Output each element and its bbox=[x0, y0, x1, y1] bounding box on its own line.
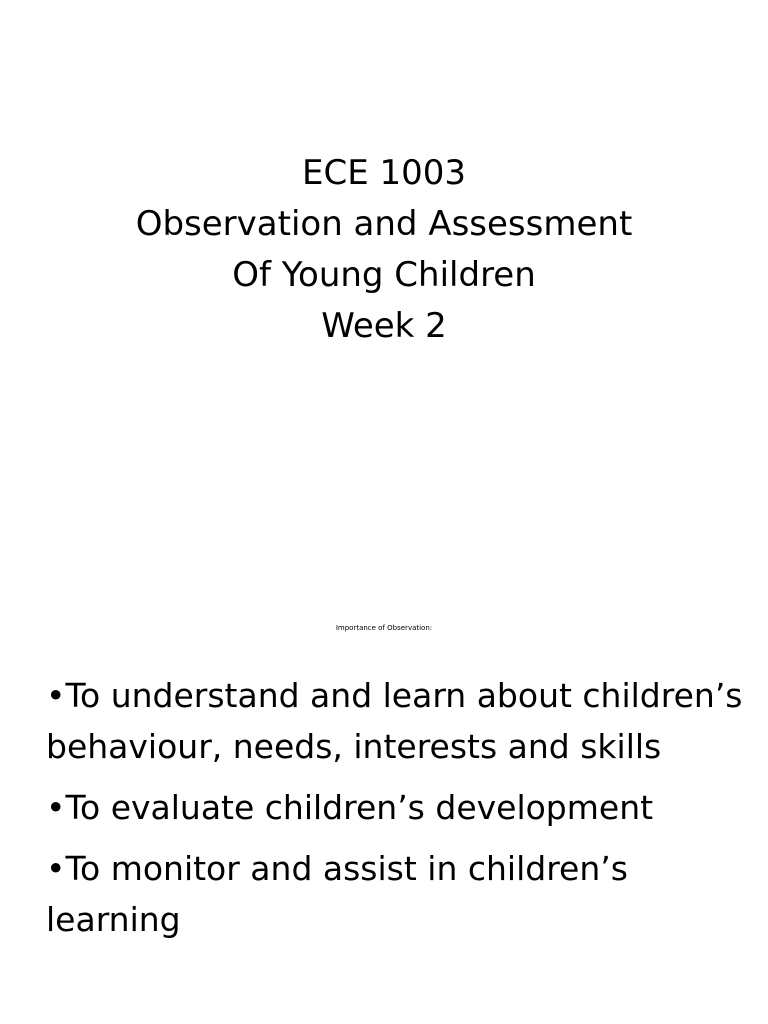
bullet-icon: • bbox=[46, 676, 66, 715]
bullet-text: To understand and learn about children’s behaviour, needs, interests and skills bbox=[46, 676, 743, 766]
bullet-text: To evaluate children’s development bbox=[65, 788, 654, 827]
bullet-item bbox=[46, 843, 746, 945]
bullet-list bbox=[46, 670, 746, 955]
course-name-line-2: Of Young Children bbox=[232, 255, 536, 295]
week-label: Week 2 bbox=[321, 306, 447, 346]
bullet-icon: • bbox=[46, 788, 66, 827]
bullet-icon: • bbox=[46, 849, 66, 888]
bullet-item bbox=[46, 670, 746, 772]
slide-title bbox=[0, 148, 768, 352]
slide-heading: Importance of Observation: bbox=[335, 624, 433, 632]
bullet-item bbox=[46, 782, 746, 833]
course-code: ECE 1003 bbox=[301, 153, 467, 193]
course-name-line-1: Observation and Assessment bbox=[135, 204, 633, 244]
bullet-text: To monitor and assist in children’s learning bbox=[46, 849, 628, 939]
content-slide bbox=[0, 512, 768, 1024]
